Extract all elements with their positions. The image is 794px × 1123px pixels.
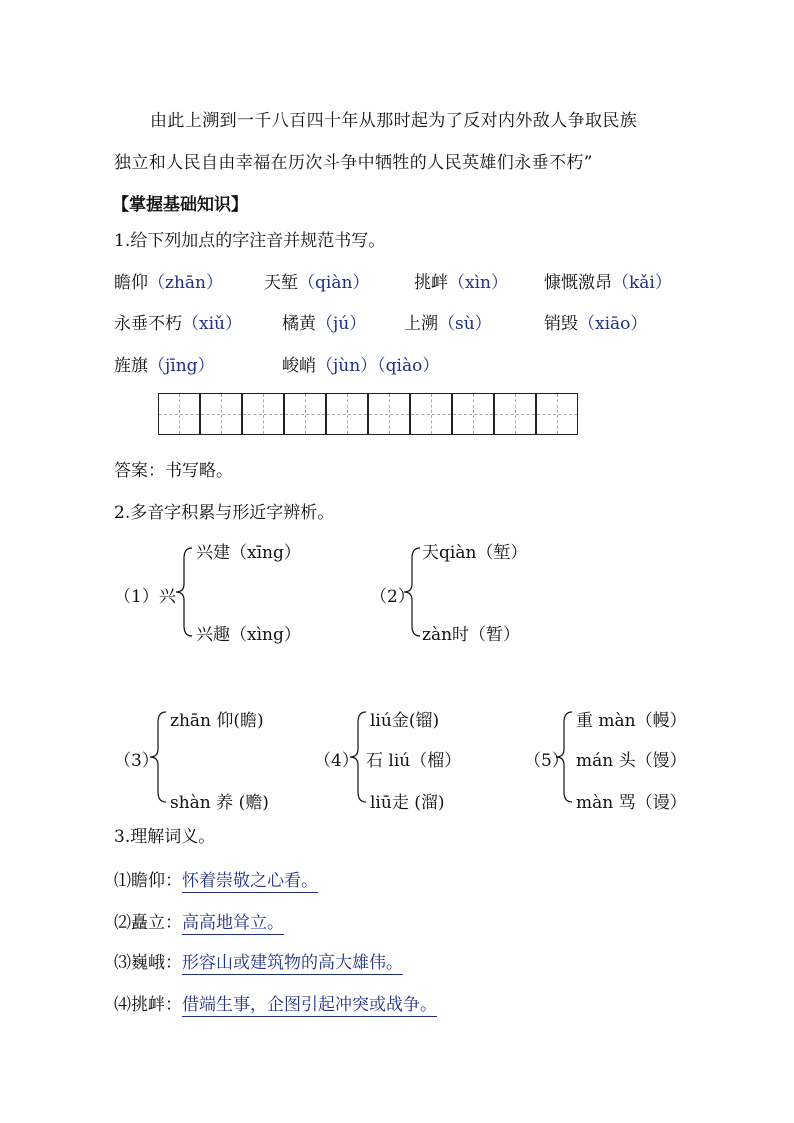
grid-cell xyxy=(200,393,242,435)
item-word: 瞻仰 xyxy=(114,273,148,293)
definition-term: ⑶巍峨： xyxy=(114,953,182,973)
grid-cell xyxy=(158,393,200,435)
item-pinyin: （xiǔ） xyxy=(182,314,242,334)
group-bottom-item: 兴趣（xìng） xyxy=(196,625,301,645)
group-label: （4） xyxy=(314,751,359,771)
item-word: 慷慨激昂 xyxy=(544,273,612,293)
group-top-item: 重 màn（幔） xyxy=(576,711,687,731)
question-1-answer: 答案：书写略。 xyxy=(114,461,233,481)
group-label: （1）兴 xyxy=(114,587,176,607)
brace-icon xyxy=(404,548,424,636)
definition-item xyxy=(114,948,403,973)
item-pinyin: （xìn） xyxy=(448,273,508,293)
pinyin-item xyxy=(282,351,439,376)
intro-line-2: 独立和人民自由幸福在历次斗争中牺牲的人民英雄们永垂不朽” xyxy=(114,153,593,173)
definition-term: ⑴瞻仰： xyxy=(114,871,182,891)
group-bottom-item: zàn时（暂） xyxy=(422,625,521,645)
intro-line-1: 由此上溯到一千八百四十年从那时起为了反对内外敌人争取民族 xyxy=(150,111,638,131)
group-label: （3） xyxy=(114,751,159,771)
brace-icon xyxy=(176,548,196,636)
definition-term: ⑵矗立： xyxy=(114,913,182,933)
pinyin-item xyxy=(114,268,223,293)
definition-answer: 怀着崇敬之心看。 xyxy=(182,871,318,891)
definition-answer: 形容山或建筑物的高大雄伟。 xyxy=(182,953,403,973)
definition-item xyxy=(114,990,437,1015)
item-word: 橘黄 xyxy=(282,314,316,334)
group-label: （2） xyxy=(370,587,415,607)
writing-grid xyxy=(158,393,582,436)
item-word: 旌旗 xyxy=(114,356,148,376)
brace-icon xyxy=(556,712,576,802)
item-word: 上溯 xyxy=(404,314,438,334)
pinyin-item xyxy=(544,268,672,293)
grid-cell xyxy=(284,393,326,435)
group-middle-item: mán 头（馒） xyxy=(576,751,687,771)
definition-answer: 高高地耸立。 xyxy=(182,913,284,933)
pinyin-item xyxy=(544,309,647,334)
definition-item xyxy=(114,908,284,933)
group-bottom-item: shàn 养 (赡) xyxy=(170,793,269,813)
item-word: 永垂不朽 xyxy=(114,314,182,334)
item-word: 销毁 xyxy=(544,314,578,334)
section-heading: 【掌握基础知识】 xyxy=(112,195,248,215)
item-pinyin: （jùn）（qiào） xyxy=(316,356,440,376)
grid-cell xyxy=(242,393,284,435)
item-pinyin: （jīng） xyxy=(148,356,215,376)
pinyin-item xyxy=(114,309,242,334)
group-bottom-item: màn 骂（谩） xyxy=(576,793,687,813)
grid-cell xyxy=(494,393,536,435)
question-3-title: 3.理解词义。 xyxy=(114,827,216,847)
item-pinyin: （xiāo） xyxy=(578,314,648,334)
brace-icon xyxy=(150,712,170,802)
item-pinyin: （qiàn） xyxy=(298,273,370,293)
item-word: 峻峭 xyxy=(282,356,316,376)
group-top-item: 兴建（xīng） xyxy=(196,543,301,563)
question-2-title: 2.多音字积累与形近字辨析。 xyxy=(114,503,335,523)
pinyin-item xyxy=(264,268,369,293)
question-1-title: 1.给下列加点的字注音并规范书写。 xyxy=(114,231,386,251)
pinyin-item xyxy=(282,309,366,334)
item-word: 天堑 xyxy=(264,273,298,293)
pinyin-item xyxy=(114,351,215,376)
group-bottom-item: liū走 (溜) xyxy=(370,793,445,813)
grid-cell xyxy=(452,393,494,435)
pinyin-item xyxy=(414,268,508,293)
item-pinyin: （zhān） xyxy=(148,273,223,293)
grid-cell xyxy=(536,393,578,435)
definition-answer: 借端生事，企图引起冲突或战争。 xyxy=(182,995,437,1015)
definition-item xyxy=(114,866,318,891)
group-top-item: 天qiàn（堑） xyxy=(422,543,528,563)
item-word: 挑衅 xyxy=(414,273,448,293)
grid-cell xyxy=(368,393,410,435)
item-pinyin: （jú） xyxy=(316,314,367,334)
group-label: （5） xyxy=(524,751,569,771)
grid-cell xyxy=(410,393,452,435)
item-pinyin: （sù） xyxy=(438,314,492,334)
item-pinyin: （kǎi） xyxy=(612,273,672,293)
pinyin-item xyxy=(404,309,492,334)
group-middle-item: 石 liú（榴） xyxy=(366,751,462,771)
group-top-item: liú金(镏) xyxy=(370,711,440,731)
grid-cell xyxy=(326,393,368,435)
group-top-item: zhān 仰(瞻) xyxy=(170,711,264,731)
definition-term: ⑷挑衅： xyxy=(114,995,182,1015)
